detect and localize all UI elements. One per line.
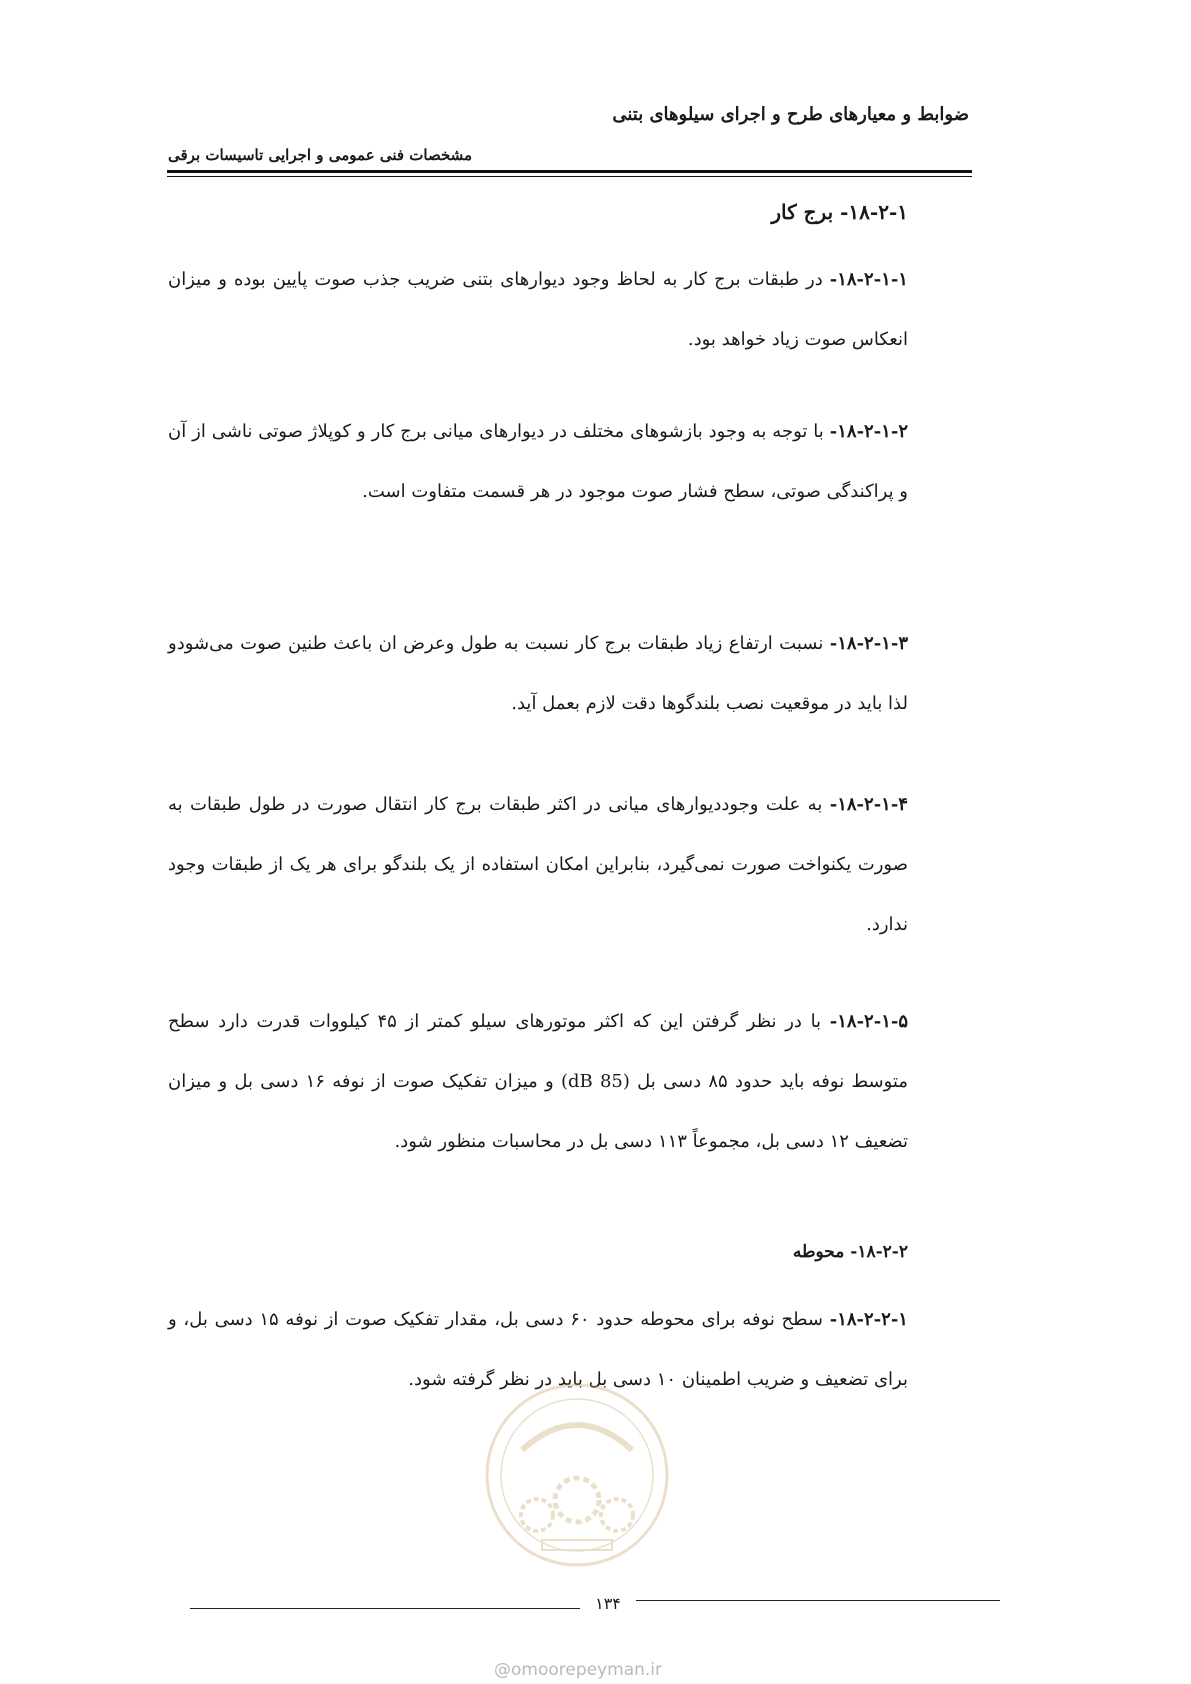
paragraph <box>168 614 908 734</box>
paragraph-text: نسبت ارتفاع زیاد طبقات برج کار نسبت به طول وعرض ان باعث طنین صوت می‌شودو لذا باید در موقعیت نصب بلندگوها دقت لازم بعمل آید. <box>168 633 908 714</box>
paragraph-number: ۱۸-۲-۱-۴- <box>829 794 908 815</box>
footer-rule-right <box>636 1600 1000 1601</box>
paragraph-number: ۱۸-۲-۱-۵- <box>829 1011 909 1032</box>
section-heading-number: ۱۸-۲-۲- <box>850 1242 908 1262</box>
paragraph-text: با در نظر گرفتن این که اکثر موتورهای سیلو کمتر از ۴۵ کیلووات قدرت دارد سطح متوسط نوفه باید حدود ۸۵ دسی بل (85 dB) و میزان تفکیک صوت از نوفه ۱۶ دسی بل و میزان تضعیف ۱۲ دسی بل، مجموعاً ۱۱۳ دسی بل در محاسبات منظور شود. <box>168 1011 908 1152</box>
paragraph <box>168 250 908 370</box>
section-heading <box>793 1242 908 1262</box>
paragraph-text: در طبقات برج کار به لحاظ وجود دیوارهای بتنی ضریب جذب صوت پایین بوده و میزان انعکاس صوت زیاد خواهد بود. <box>168 269 908 350</box>
paragraph <box>168 992 908 1172</box>
paragraph-text: به علت وجوددیوارهای میانی در اکثر طبقات برج کار انتقال صورت در طول طبقات به صورت یکنواخت صورت نمی‌گیرد، بنابراین امکان استفاده از یک بلندگو برای هر یک از طبقات وجود ندارد. <box>168 794 908 935</box>
paragraph-number: ۱۸-۲-۲-۱- <box>829 1309 908 1330</box>
footer-rule-left <box>190 1608 580 1609</box>
section-heading-title: محوطه <box>792 1242 845 1262</box>
header-title: ضوابط و معیارهای طرح و اجرای سیلوهای بتنی <box>612 104 969 125</box>
publisher-seal-watermark <box>482 1380 672 1570</box>
website-watermark: @omoorepeyman.ir <box>494 1660 663 1680</box>
header-rule-thin <box>167 176 972 177</box>
section-heading-title: برج کار <box>771 200 834 224</box>
section-heading <box>771 200 908 224</box>
header-rule-thick <box>167 170 972 173</box>
section-heading-number: ۱۸-۲-۱- <box>840 200 908 224</box>
paragraph-text: سطح نوفه برای محوطه حدود ۶۰ دسی بل، مقدار تفکیک صوت از نوفه ۱۵ دسی بل، و برای تضعیف و ضریب اطمینان ۱۰ دسی بل باید در نظر گرفته شود. <box>168 1309 908 1390</box>
header-subtitle: مشخصات فنی عمومی و اجرایی تاسیسات برقی <box>168 146 473 164</box>
page-number: ۱۳۴ <box>595 1594 621 1613</box>
paragraph-number: ۱۸-۲-۱-۱- <box>829 269 908 290</box>
paragraph <box>168 402 908 522</box>
paragraph-number: ۱۸-۲-۱-۳- <box>829 633 908 654</box>
paragraph-number: ۱۸-۲-۱-۲- <box>829 421 908 442</box>
paragraph-text: با توجه به وجود بازشوهای مختلف در دیوارهای میانی برج کار و کوپلاژ صوتی ناشی از آن و پراکندگی صوتی، سطح فشار صوت موجود در هر قسمت متفاوت است. <box>168 421 908 502</box>
paragraph <box>168 775 908 955</box>
